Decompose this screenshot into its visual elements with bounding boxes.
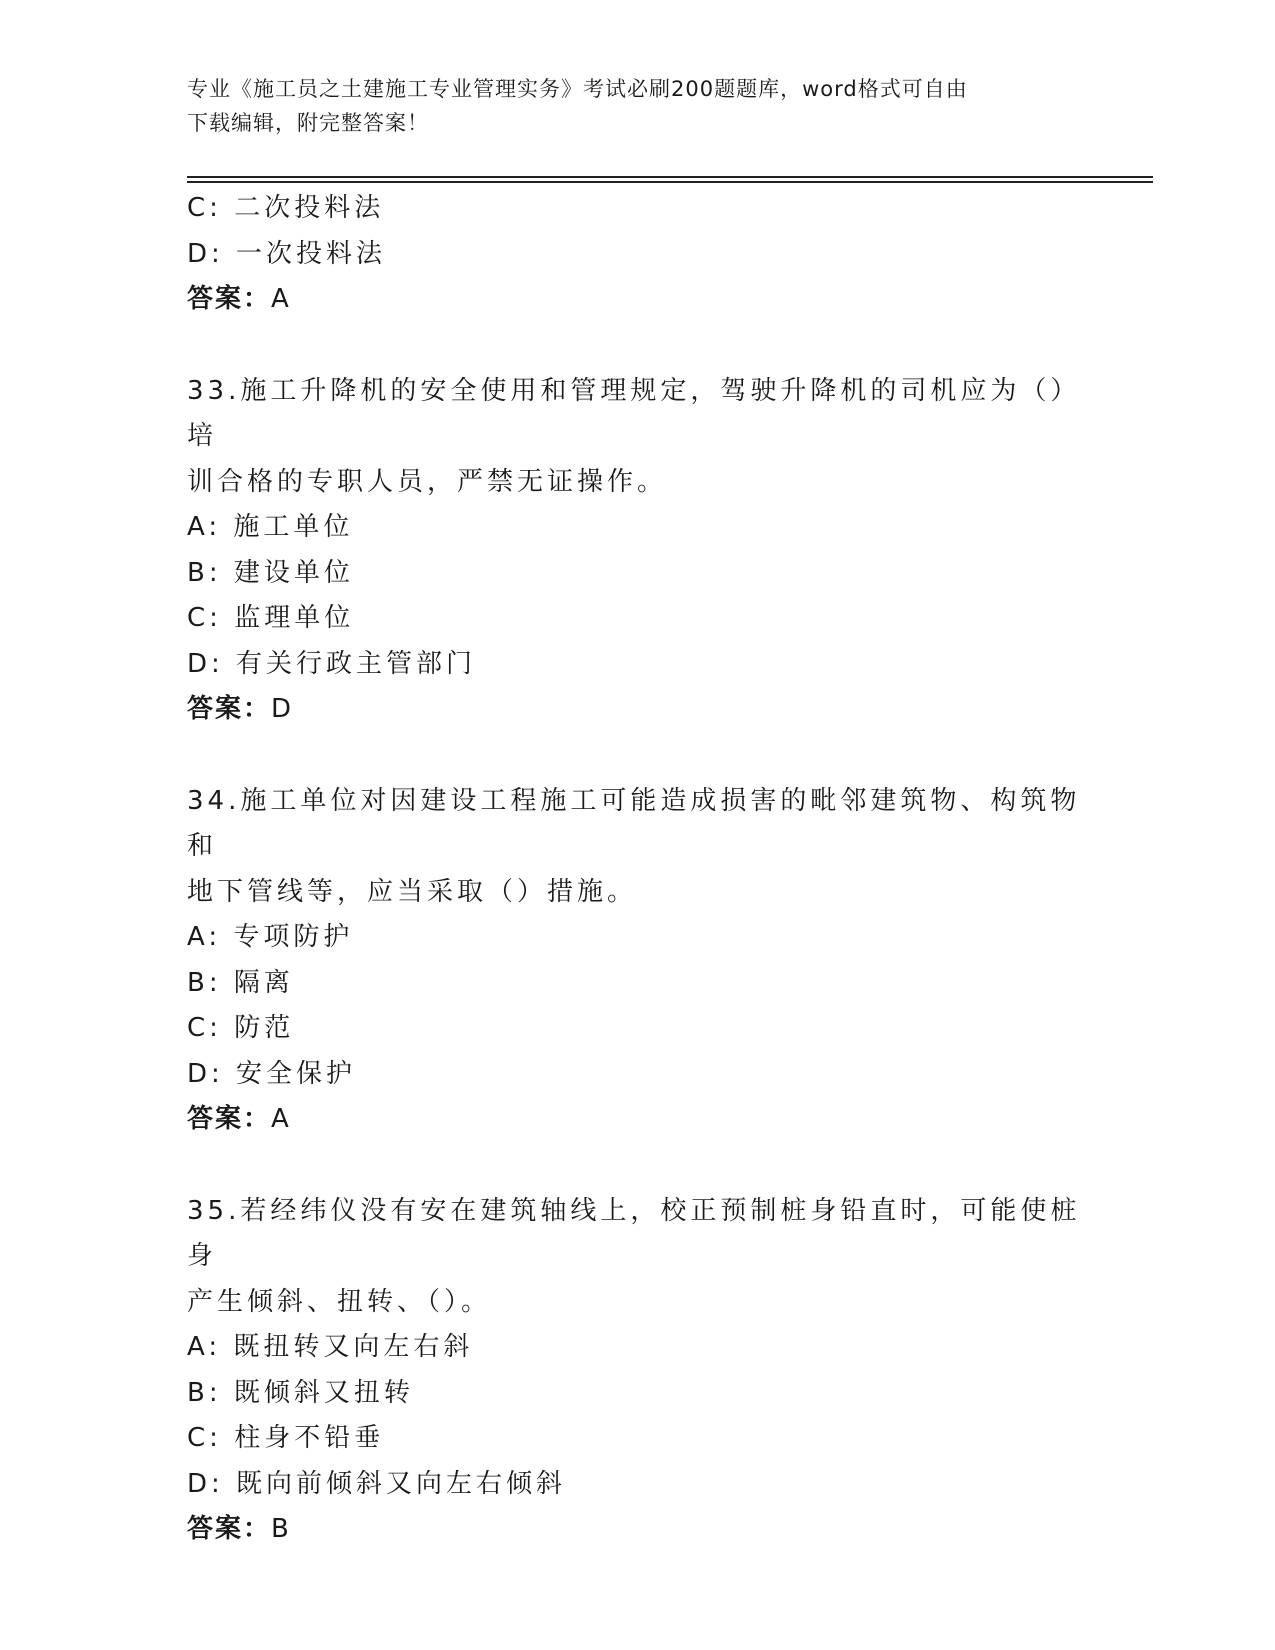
option-text: 防范	[234, 1013, 295, 1043]
option-label: B:	[187, 1377, 222, 1408]
answer-label: 答案：	[187, 284, 272, 314]
option-label: D:	[187, 238, 224, 269]
answer-value: A	[271, 284, 291, 314]
option-label: B:	[187, 967, 222, 998]
option-text: 既向前倾斜又向左右倾斜	[236, 1468, 567, 1499]
option-label: D:	[187, 648, 224, 679]
question-text-line-1: 34.施工单位对因建设工程施工可能造成损害的毗邻建筑物、构筑物和	[187, 785, 1081, 861]
option-label: A:	[187, 512, 222, 542]
header-line-2: 下载编辑，附完整答案！	[187, 111, 429, 135]
answer-line	[187, 687, 1087, 733]
option-a	[187, 915, 1087, 961]
answer-value: D	[271, 694, 294, 724]
option-text: 既倾斜又扭转	[233, 1377, 414, 1408]
question-block	[187, 1189, 1087, 1553]
option-b	[187, 961, 1087, 1007]
option-d	[187, 1052, 1087, 1098]
option-text: 隔离	[233, 967, 294, 998]
header-divider-top	[187, 176, 1153, 178]
header-divider-bottom	[187, 181, 1153, 183]
option-text: 有关行政主管部门	[236, 648, 477, 679]
option-d	[187, 642, 1087, 688]
question-text-line-2: 训合格的专职人员，严禁无证操作。	[187, 466, 668, 497]
option-label: C:	[187, 1013, 222, 1043]
option-a	[187, 1325, 1087, 1371]
carryover-block	[187, 186, 1087, 323]
option-text: 二次投料法	[234, 193, 385, 223]
option-text: 施工单位	[233, 512, 354, 542]
question-text	[187, 779, 1087, 916]
question-text	[187, 369, 1087, 506]
option-label: C:	[187, 193, 222, 223]
option-text: 柱身不铅垂	[234, 1423, 385, 1453]
question-text	[187, 1189, 1087, 1326]
option-label: C:	[187, 1423, 222, 1453]
option-label: A:	[187, 922, 222, 952]
option-c	[187, 1416, 1087, 1462]
option-text: 专项防护	[233, 922, 354, 952]
answer-label: 答案：	[187, 1104, 272, 1134]
option-d	[187, 232, 1087, 278]
question-block	[187, 369, 1087, 733]
question-text-line-2: 地下管线等，应当采取（）措施。	[187, 876, 638, 907]
option-b	[187, 551, 1087, 597]
answer-value: A	[271, 1104, 291, 1134]
document-header	[187, 72, 1067, 140]
option-a	[187, 505, 1087, 551]
option-text: 建设单位	[233, 557, 354, 588]
answer-label: 答案：	[187, 694, 272, 724]
answer-value: B	[271, 1514, 291, 1544]
option-label: A:	[187, 1332, 222, 1362]
option-d	[187, 1462, 1087, 1508]
question-text-line-1: 33.施工升降机的安全使用和管理规定，驾驶升降机的司机应为（）培	[187, 375, 1081, 451]
question-block	[187, 779, 1087, 1143]
header-line-1: 专业《施工员之土建施工专业管理实务》考试必刷200题题库，word格式可自由	[187, 77, 968, 101]
question-list	[187, 186, 1087, 1553]
option-text: 安全保护	[236, 1058, 357, 1089]
answer-line	[187, 1507, 1087, 1553]
option-text: 一次投料法	[236, 238, 387, 269]
question-text-line-2: 产生倾斜、扭转、（）。	[187, 1286, 492, 1317]
option-text: 既扭转又向左右斜	[233, 1332, 474, 1362]
option-b	[187, 1371, 1087, 1417]
answer-label: 答案：	[187, 1514, 272, 1544]
question-text-line-1: 35.若经纬仪没有安在建筑轴线上，校正预制桩身铅直时，可能使桩身	[187, 1195, 1081, 1271]
option-c	[187, 596, 1087, 642]
answer-line	[187, 1097, 1087, 1143]
option-text: 监理单位	[234, 603, 355, 633]
option-label: D:	[187, 1468, 224, 1499]
option-c	[187, 186, 1087, 232]
answer-line	[187, 277, 1087, 323]
option-c	[187, 1006, 1087, 1052]
option-label: B:	[187, 557, 222, 588]
option-label: C:	[187, 603, 222, 633]
option-label: D:	[187, 1058, 224, 1089]
